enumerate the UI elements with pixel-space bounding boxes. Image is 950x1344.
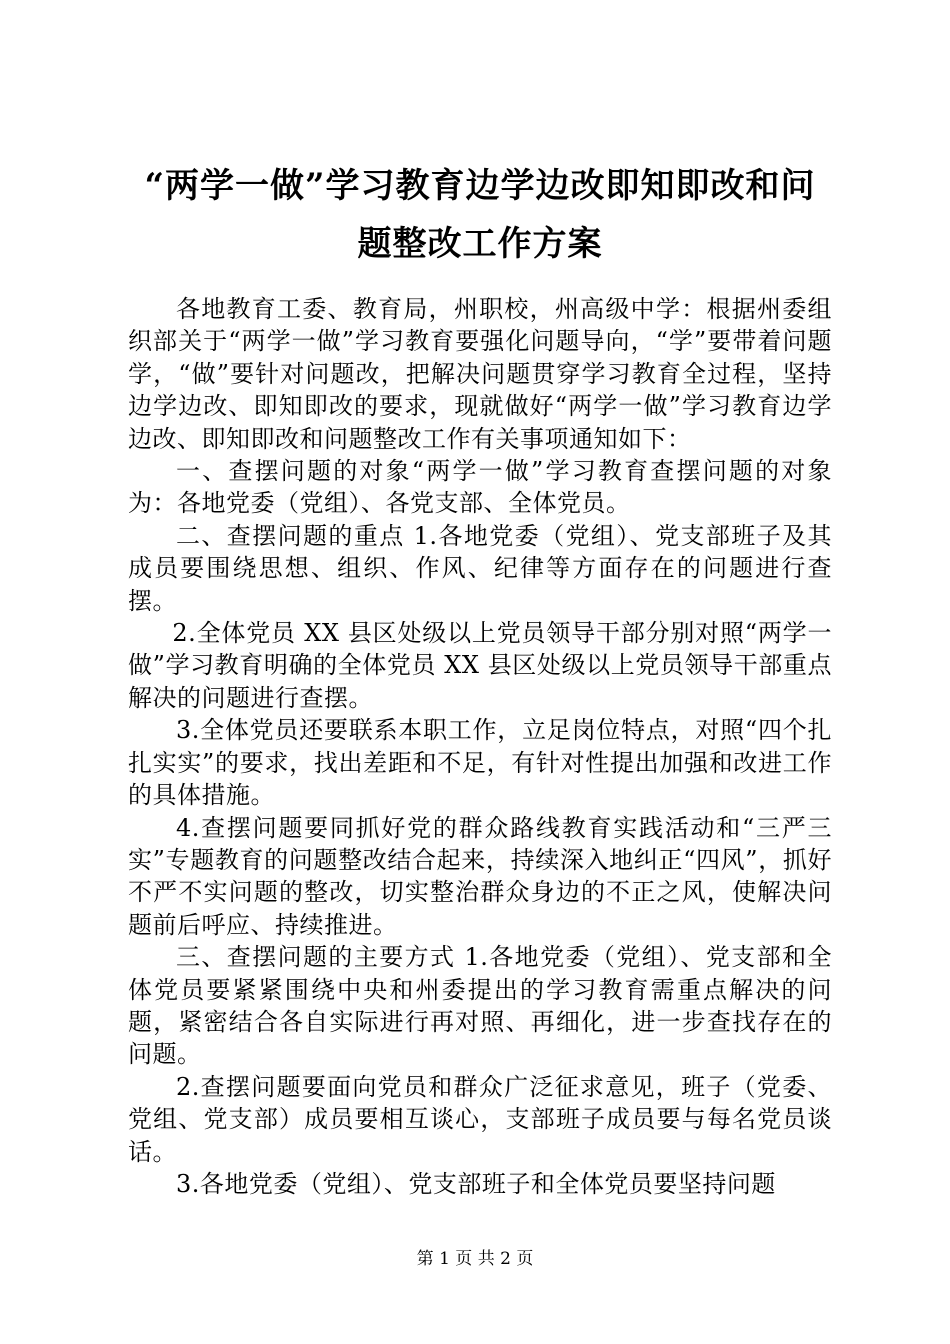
paragraph-section-2-item-2: 2.全体党员 XX 县区处级以上党员领导干部分别对照“两学一做”学习教育明确的全体党员 XX 县区处级以上党员领导干部重点解决的问题进行查摆。 bbox=[128, 619, 832, 712]
paragraph-section-1: 一、查摆问题的对象“两学一做”学习教育查摆问题的对象为：各地党委（党组）、各党支部、全体党员。 bbox=[128, 457, 832, 518]
document-body bbox=[128, 293, 832, 1200]
document-title: “两学一做”学习教育边学边改即知即改和问题整改工作方案 bbox=[144, 166, 816, 264]
paragraph-section-2-item-4: 4.查摆问题要同抓好党的群众路线教育实践活动和“三严三实”专题教育的问题整改结合起来，持续深入地纠正“四风”，抓好不严不实问题的整改，切实整治群众身边的不正之风，使解决问题前后呼应、持续推进。 bbox=[128, 813, 832, 939]
paragraph-section-2: 二、查摆问题的重点 1.各地党委（党组）、党支部班子及其成员要围绕思想、组织、作风、纪律等方面存在的问题进行查摆。 bbox=[128, 521, 832, 615]
page-footer: 第 1 页 共 2 页 bbox=[416, 1249, 534, 1269]
paragraph-section-3: 三、查摆问题的主要方式 1.各地党委（党组）、党支部和全体党员要紧紧围绕中央和州委提出的学习教育需重点解决的问题，紧密结合各自实际进行再对照、再细化，进一步查找存在的问题。 bbox=[128, 943, 832, 1069]
paragraph-section-3-item-2: 2.查摆问题要面向党员和群众广泛征求意见，班子（党委、党组、党支部）成员要相互谈心，支部班子成员要与每名党员谈话。 bbox=[128, 1072, 832, 1166]
paragraph-section-2-item-3: 3.全体党员还要联系本职工作，立足岗位特点，对照“四个扎扎实实”的要求，找出差距和不足，有针对性提出加强和改进工作的具体措施。 bbox=[128, 716, 832, 810]
paragraph-intro: 各地教育工委、教育局，州职校，州高级中学：根据州委组织部关于“两学一做”学习教育要强化问题导向，“学”要带着问题学，“做”要针对问题改，把解决问题贯穿学习教育全过程，坚持边学边改、即知即改的要求，现就做好“两学一做”学习教育边学边改、即知即改和问题整改工作有关事项通知如下： bbox=[128, 295, 832, 453]
paragraph-section-3-item-3: 3.各地党委（党组）、党支部班子和全体党员要坚持问题 bbox=[176, 1169, 776, 1198]
